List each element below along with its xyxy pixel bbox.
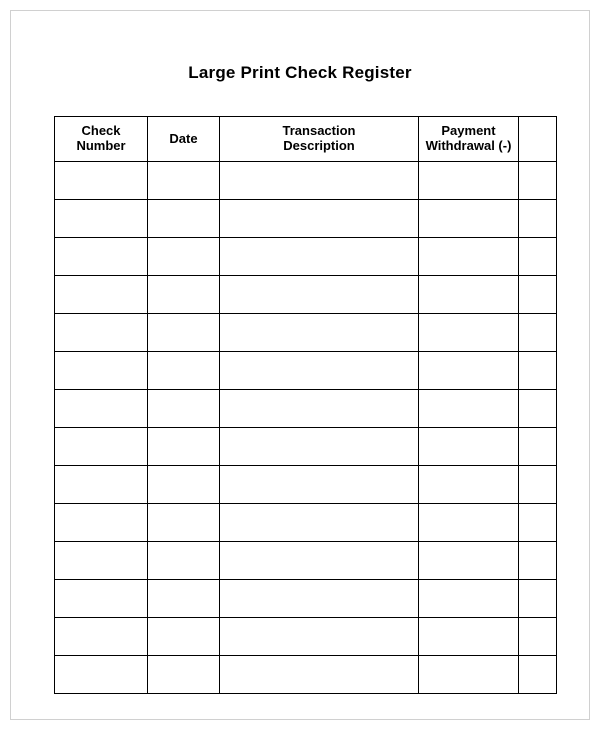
cell-transaction-description[interactable] <box>220 275 419 313</box>
cell-check-number[interactable] <box>55 541 148 579</box>
table-row <box>55 655 557 693</box>
cell-check-number[interactable] <box>55 617 148 655</box>
table-row <box>55 275 557 313</box>
cell-check-number[interactable] <box>55 237 148 275</box>
cell-check-number[interactable] <box>55 427 148 465</box>
cell-check-number[interactable] <box>55 313 148 351</box>
cell-payment-withdrawal[interactable] <box>419 389 519 427</box>
cell-transaction-description[interactable] <box>220 503 419 541</box>
cell-date[interactable] <box>148 199 220 237</box>
table-header <box>55 117 557 162</box>
cell-payment-withdrawal[interactable] <box>419 237 519 275</box>
cell-transaction-description[interactable] <box>220 389 419 427</box>
column-header-date-line1: Date <box>169 130 198 146</box>
cell-check-number[interactable] <box>55 389 148 427</box>
cell-date[interactable] <box>148 389 220 427</box>
table-row <box>55 389 557 427</box>
cell-extra[interactable] <box>519 465 557 503</box>
cell-payment-withdrawal[interactable] <box>419 351 519 389</box>
page-title: Large Print Check Register <box>188 63 412 82</box>
column-header-check-number-line1: Check <box>81 123 121 138</box>
cell-payment-withdrawal[interactable] <box>419 503 519 541</box>
column-header-transaction-description <box>220 117 419 162</box>
cell-extra[interactable] <box>519 427 557 465</box>
cell-transaction-description[interactable] <box>220 617 419 655</box>
cell-transaction-description[interactable] <box>220 237 419 275</box>
column-header-date <box>148 117 220 162</box>
cell-date[interactable] <box>148 275 220 313</box>
table-row <box>55 351 557 389</box>
column-header-check-number <box>55 117 148 162</box>
cell-payment-withdrawal[interactable] <box>419 579 519 617</box>
table-row <box>55 237 557 275</box>
table-row <box>55 465 557 503</box>
table-body <box>55 161 557 693</box>
column-header-transaction-description-line2: Description <box>283 138 355 154</box>
cell-payment-withdrawal[interactable] <box>419 541 519 579</box>
cell-extra[interactable] <box>519 313 557 351</box>
cell-date[interactable] <box>148 541 220 579</box>
column-header-payment-withdrawal-line1: Payment <box>441 123 496 138</box>
cell-extra[interactable] <box>519 351 557 389</box>
cell-check-number[interactable] <box>55 655 148 693</box>
check-register-table <box>54 116 557 694</box>
column-header-extra <box>519 117 557 162</box>
cell-extra[interactable] <box>519 275 557 313</box>
cell-extra[interactable] <box>519 199 557 237</box>
cell-date[interactable] <box>148 579 220 617</box>
cell-payment-withdrawal[interactable] <box>419 465 519 503</box>
cell-check-number[interactable] <box>55 503 148 541</box>
cell-date[interactable] <box>148 237 220 275</box>
column-header-payment-withdrawal <box>419 117 519 162</box>
table-row <box>55 579 557 617</box>
cell-date[interactable] <box>148 351 220 389</box>
cell-transaction-description[interactable] <box>220 655 419 693</box>
table-row <box>55 541 557 579</box>
cell-date[interactable] <box>148 465 220 503</box>
cell-payment-withdrawal[interactable] <box>419 617 519 655</box>
cell-date[interactable] <box>148 617 220 655</box>
cell-payment-withdrawal[interactable] <box>419 655 519 693</box>
cell-payment-withdrawal[interactable] <box>419 161 519 199</box>
cell-transaction-description[interactable] <box>220 351 419 389</box>
cell-extra[interactable] <box>519 617 557 655</box>
table-row <box>55 503 557 541</box>
column-header-check-number-line2: Number <box>76 138 126 154</box>
cell-date[interactable] <box>148 313 220 351</box>
cell-date[interactable] <box>148 161 220 199</box>
cell-extra[interactable] <box>519 655 557 693</box>
table-header-row <box>55 117 557 162</box>
cell-payment-withdrawal[interactable] <box>419 275 519 313</box>
cell-extra[interactable] <box>519 389 557 427</box>
cell-date[interactable] <box>148 503 220 541</box>
cell-extra[interactable] <box>519 161 557 199</box>
table-row <box>55 199 557 237</box>
cell-transaction-description[interactable] <box>220 427 419 465</box>
document-content <box>10 10 590 720</box>
cell-transaction-description[interactable] <box>220 161 419 199</box>
cell-payment-withdrawal[interactable] <box>419 427 519 465</box>
cell-extra[interactable] <box>519 503 557 541</box>
table-row <box>55 427 557 465</box>
column-header-transaction-description-line1: Transaction <box>282 123 356 138</box>
cell-check-number[interactable] <box>55 161 148 199</box>
cell-payment-withdrawal[interactable] <box>419 313 519 351</box>
cell-transaction-description[interactable] <box>220 199 419 237</box>
cell-date[interactable] <box>148 427 220 465</box>
cell-check-number[interactable] <box>55 465 148 503</box>
cell-payment-withdrawal[interactable] <box>419 199 519 237</box>
cell-check-number[interactable] <box>55 199 148 237</box>
cell-transaction-description[interactable] <box>220 465 419 503</box>
cell-transaction-description[interactable] <box>220 579 419 617</box>
cell-extra[interactable] <box>519 541 557 579</box>
cell-date[interactable] <box>148 655 220 693</box>
table-row <box>55 313 557 351</box>
cell-extra[interactable] <box>519 237 557 275</box>
cell-extra[interactable] <box>519 579 557 617</box>
cell-transaction-description[interactable] <box>220 313 419 351</box>
cell-check-number[interactable] <box>55 275 148 313</box>
check-register-table-wrapper <box>10 116 590 694</box>
cell-check-number[interactable] <box>55 579 148 617</box>
table-row <box>55 617 557 655</box>
cell-check-number[interactable] <box>55 351 148 389</box>
cell-transaction-description[interactable] <box>220 541 419 579</box>
table-row <box>55 161 557 199</box>
column-header-payment-withdrawal-line2: Withdrawal (-) <box>425 138 512 154</box>
